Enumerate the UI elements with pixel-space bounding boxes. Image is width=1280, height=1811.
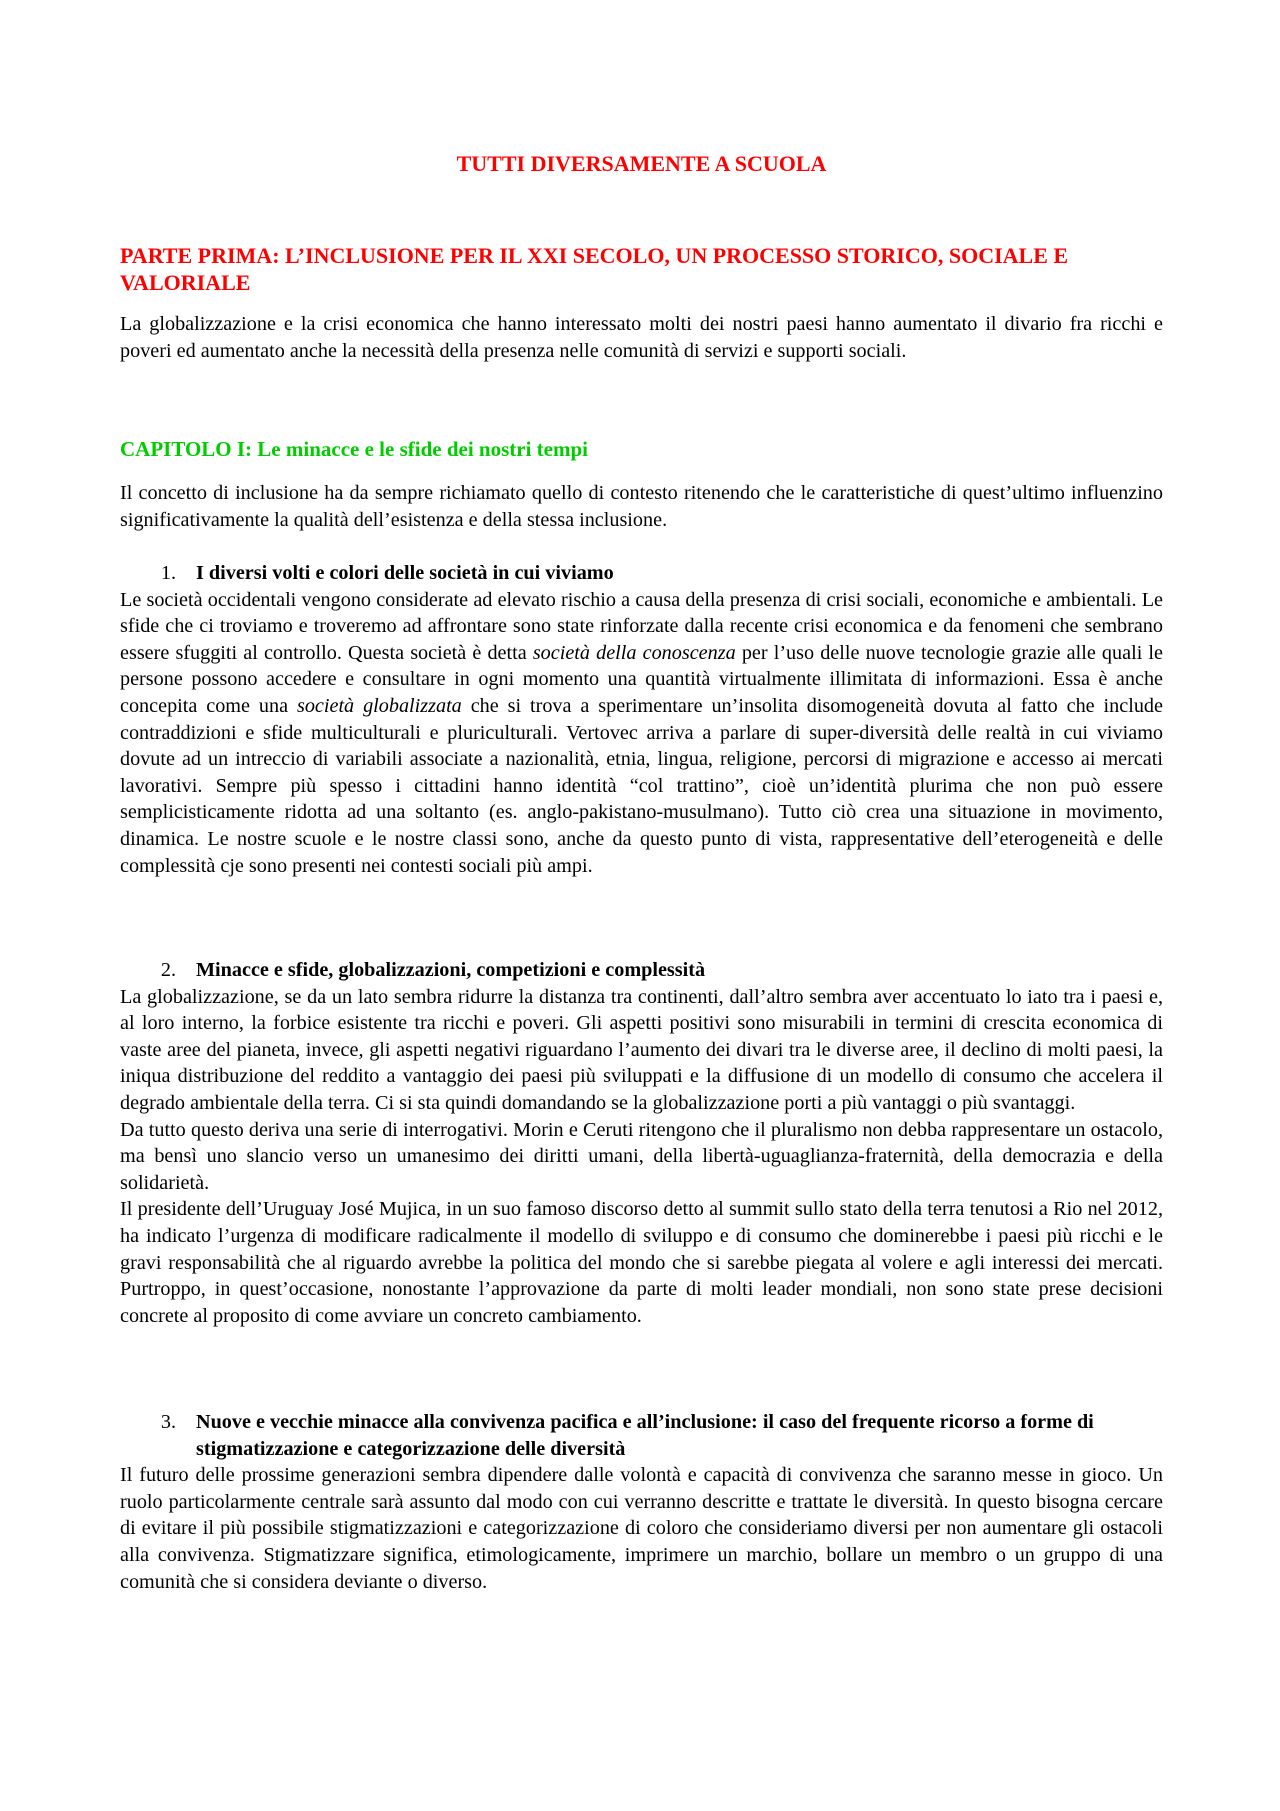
section-paragraph: Da tutto questo deriva una serie di interrogativi. Morin e Ceruti ritengono che il pluralismo non debba rappresentare un ostacolo, ma bensì uno slancio verso un umanesimo dei diritti umani, della libertà-uguaglianza-fraternità, della democrazia e della solidarietà. — [120, 1118, 1163, 1194]
section-3 — [120, 1409, 1163, 1595]
section-2 — [120, 957, 1163, 1329]
section-paragraph: Il presidente dell’Uruguay José Mujica, in un suo famoso discorso detto al summit sullo stato della terra tenutosi a Rio nel 2012, ha indicato l’urgenza di modificare radicalmente il modello di sviluppo e di consumo che dominerebbe i paesi più ricchi e le gravi responsabilità che al riguardo avrebbe la politica del mondo che si sarebbe piegata al volere e agli interessi dei mercati. Purtroppo, in quest’occasione, nonostante l’approvazione da parte di molti leader mondiali, non sono state prese decisioni concrete al proposito di come avviare un concreto cambiamento. — [120, 1198, 1163, 1327]
section-emphasis: società globalizzata — [296, 694, 462, 717]
section-number: 3. — [160, 1411, 176, 1433]
section-text: Le società occidentali vengono considerate ad elevato rischio a causa della presenza di crisi sociali, economiche e ambientali. Le sfide che ci troviamo e troveremo ad affrontare sono state rinforzate dalla recente crisi economica e da fenomeni che sembrano essere sfuggiti al controllo. Questa società è detta — [120, 588, 1163, 664]
part-heading: PARTE PRIMA: L’INCLUSIONE PER IL XXI SECOLO, UN PROCESSO STORICO, SOCIALE E VALORIALE — [120, 243, 1069, 295]
section-paragraph — [120, 587, 1163, 880]
section-paragraph: La globalizzazione, se da un lato sembra ridurre la distanza tra continenti, dall’altro sembra aver accentuato lo iato tra i paesi e, al loro interno, la forbice esistente tra ricchi e poveri. Gli aspetti positivi sono misurabili in termini di crescita economica di vaste aree del pianeta, invece, gli aspetti negativi riguardano l’aumento dei divari tra le diverse aree, il declino di molti paesi, la iniqua distribuzione del reddito a vantaggio dei paesi più sviluppati e la diffusione di un modello di consumo che accelera il degrado ambientale della terra. Ci si sta quindi domandando se la globalizzazione porti a più vantaggi o più svantaggi. — [120, 985, 1163, 1114]
document-title: TUTTI DIVERSAMENTE A SCUOLA — [456, 151, 827, 176]
chapter-heading: CAPITOLO I: Le minacce e le sfide dei nostri tempi — [120, 437, 588, 461]
section-number: 1. — [160, 562, 176, 584]
section-paragraph: Il futuro delle prossime generazioni sembra dipendere dalle volontà e capacità di convivenza che saranno messe in gioco. Un ruolo particolarmente centrale sarà assunto dal modo con cui verranno descritte e trattate le diversità. In questo bisogna cercare di evitare il più possibile stigmatizzazioni e categorizzazione di coloro che consideriamo diversi per non aumentare gli ostacoli alla convivenza. Stigmatizzare significa, etimologicamente, imprimere un marchio, bollare un membro o un gruppo di una comunità che si considera deviante o diverso. — [120, 1464, 1163, 1593]
chapter-paragraph: Il concetto di inclusione ha da sempre richiamato quello di contesto ritenendo che le caratteristiche di quest’ultimo influenzino significativamente la qualità dell’esistenza e della stessa inclusione. — [120, 482, 1163, 531]
section-text: che si trova a sperimentare un’insolita disomogeneità dovuta al fatto che include contraddizioni e sfide multiculturali e pluriculturali. Vertovec arriva a parlare di super-diversità delle realtà in cui viviamo dovute ad un intreccio di variabili associate a nazionalità, etnia, lingua, religione, percorsi di migrazione e accesso ai mercati lavorativi. Sempre più spesso i cittadini hanno identità “col trattino”, cioè un’identità plurima che non può essere semplicisticamente ridotta ad una soltanto (es. anglo-pakistano-musulmano). Tutto ciò crea una situazione in movimento, dinamica. Le nostre scuole e le nostre classi sono, anche da questo punto di vista, rappresentative dell’eterogeneità e delle complessità cje sono presenti nei contesti sociali più ampi. — [120, 694, 1163, 877]
section-text: per l’uso delle nuove tecnologie grazie alle quali le persone possono accedere e consultare in ogni momento una quantità virtualmente illimitata di informazioni. Essa è anche concepita come una — [120, 641, 1163, 717]
section-number: 2. — [160, 959, 176, 981]
section-emphasis: società della conoscenza — [532, 641, 736, 664]
section-title: I diversi volti e colori delle società in cui viviamo — [196, 562, 614, 584]
section-1 — [120, 560, 1163, 879]
section-title: Nuove e vecchie minacce alla convivenza pacifica e all’inclusione: il caso del frequente ricorso a forme di stigmatizzazione e categorizzazione delle diversità — [196, 1411, 1094, 1460]
section-heading — [120, 1409, 1163, 1462]
section-title: Minacce e sfide, globalizzazioni, competizioni e complessità — [196, 959, 706, 981]
section-heading — [120, 560, 1163, 587]
intro-paragraph: La globalizzazione e la crisi economica che hanno interessato molti dei nostri paesi hanno aumentato il divario fra ricchi e poveri ed aumentato anche la necessità della presenza nelle comunità di servizi e supporti sociali. — [120, 313, 1163, 362]
section-heading — [120, 957, 1163, 984]
